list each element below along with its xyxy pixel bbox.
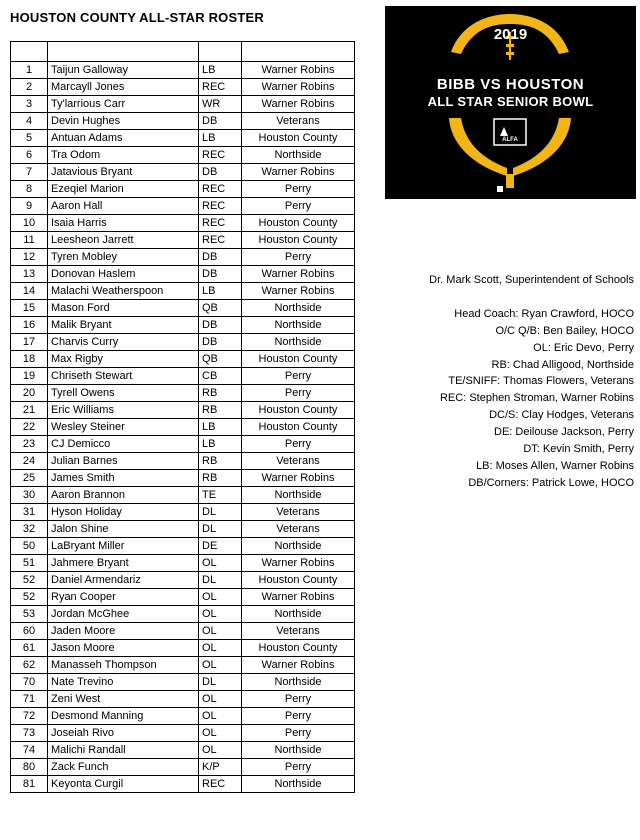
jersey-number: 3 [11, 96, 48, 113]
position: DB [199, 249, 242, 266]
logo-sponsor: ALFA [502, 137, 518, 143]
jersey-number: 73 [11, 725, 48, 742]
table-row [11, 538, 355, 555]
player-name: Jaden Moore [48, 623, 199, 640]
position: REC [199, 215, 242, 232]
jersey-number: 60 [11, 623, 48, 640]
school: Warner Robins [242, 266, 355, 283]
jersey-number: 80 [11, 759, 48, 776]
jersey-number: 32 [11, 521, 48, 538]
table-row [11, 130, 355, 147]
position: LB [199, 283, 242, 300]
table-row [11, 453, 355, 470]
position: OL [199, 691, 242, 708]
table-row [11, 521, 355, 538]
table-row [11, 708, 355, 725]
jersey-number: 11 [11, 232, 48, 249]
jersey-number: 20 [11, 385, 48, 402]
table-row [11, 215, 355, 232]
player-name: Malachi Weatherspoon [48, 283, 199, 300]
jersey-number: 10 [11, 215, 48, 232]
school: Northside [242, 606, 355, 623]
table-row [11, 759, 355, 776]
position: DB [199, 266, 242, 283]
jersey-number: 61 [11, 640, 48, 657]
page-title: HOUSTON COUNTY ALL-STAR ROSTER [10, 10, 264, 25]
staff-list [429, 272, 634, 492]
table-row [11, 691, 355, 708]
header-cell [11, 42, 48, 62]
school: Veterans [242, 113, 355, 130]
player-name: Desmond Manning [48, 708, 199, 725]
superintendent: Dr. Mark Scott, Superintendent of Schools [429, 274, 634, 286]
position: WR [199, 96, 242, 113]
position: DL [199, 504, 242, 521]
school: Perry [242, 181, 355, 198]
table-row [11, 504, 355, 521]
position: DL [199, 572, 242, 589]
school: Perry [242, 368, 355, 385]
table-row [11, 776, 355, 793]
position: QB [199, 351, 242, 368]
table-row [11, 96, 355, 113]
position: REC [199, 181, 242, 198]
jersey-number: 74 [11, 742, 48, 759]
player-name: Leesheon Jarrett [48, 232, 199, 249]
table-row [11, 674, 355, 691]
player-name: Julian Barnes [48, 453, 199, 470]
player-name: Jalon Shine [48, 521, 199, 538]
player-name: Charvis Curry [48, 334, 199, 351]
table-row [11, 385, 355, 402]
table-row [11, 368, 355, 385]
player-name: Max Rigby [48, 351, 199, 368]
player-name: Mason Ford [48, 300, 199, 317]
table-row [11, 419, 355, 436]
table-row [11, 181, 355, 198]
school: Warner Robins [242, 470, 355, 487]
position: OL [199, 606, 242, 623]
position: OL [199, 589, 242, 606]
player-name: Ty'larrious Carr [48, 96, 199, 113]
table-row [11, 351, 355, 368]
coach-entry: O/C Q/B: Ben Bailey, HOCO [495, 324, 634, 337]
player-name: Jatavious Bryant [48, 164, 199, 181]
position: QB [199, 300, 242, 317]
jersey-number: 72 [11, 708, 48, 725]
table-row [11, 487, 355, 504]
position: REC [199, 79, 242, 96]
school: Warner Robins [242, 283, 355, 300]
coach-entry: DT: Kevin Smith, Perry [523, 443, 634, 456]
player-name: Hyson Holiday [48, 504, 199, 521]
coach-entry: DC/S: Clay Hodges, Veterans [489, 409, 634, 422]
header-cell [199, 42, 242, 62]
table-row [11, 572, 355, 589]
position: DB [199, 164, 242, 181]
player-name: Malik Bryant [48, 317, 199, 334]
school: Veterans [242, 623, 355, 640]
school: Houston County [242, 130, 355, 147]
table-row [11, 436, 355, 453]
jersey-number: 4 [11, 113, 48, 130]
position: OL [199, 725, 242, 742]
position: DB [199, 317, 242, 334]
school: Houston County [242, 232, 355, 249]
table-row [11, 300, 355, 317]
player-name: Malichi Randall [48, 742, 199, 759]
jersey-number: 21 [11, 402, 48, 419]
position: LB [199, 419, 242, 436]
jersey-number: 31 [11, 504, 48, 521]
player-name: Tyren Mobley [48, 249, 199, 266]
position: TE [199, 487, 242, 504]
logo-line-1: BIBB VS HOUSTON [436, 76, 585, 93]
logo-line-2: ALL STAR SENIOR BOWL [427, 94, 594, 109]
position: DB [199, 334, 242, 351]
player-name: Wesley Steiner [48, 419, 199, 436]
table-row [11, 402, 355, 419]
player-name: Manasseh Thompson [48, 657, 199, 674]
table-row [11, 79, 355, 96]
coach-entry: DE: Deilouse Jackson, Perry [494, 426, 634, 439]
position: REC [199, 232, 242, 249]
school: Warner Robins [242, 555, 355, 572]
table-row [11, 266, 355, 283]
coach-entry: TE/SNIFF: Thomas Flowers, Veterans [448, 375, 634, 388]
table-row [11, 589, 355, 606]
jersey-number: 8 [11, 181, 48, 198]
position: OL [199, 623, 242, 640]
player-name: Antuan Adams [48, 130, 199, 147]
header-cell [48, 42, 199, 62]
table-row [11, 113, 355, 130]
table-row [11, 164, 355, 181]
player-name: Marcayll Jones [48, 79, 199, 96]
jersey-number: 18 [11, 351, 48, 368]
position: DB [199, 113, 242, 130]
school: Perry [242, 708, 355, 725]
position: CB [199, 368, 242, 385]
school: Veterans [242, 521, 355, 538]
jersey-number: 24 [11, 453, 48, 470]
position: LB [199, 62, 242, 79]
jersey-number: 6 [11, 147, 48, 164]
player-name: Nate Trevino [48, 674, 199, 691]
position: OL [199, 708, 242, 725]
player-name: Tyrell Owens [48, 385, 199, 402]
jersey-number: 9 [11, 198, 48, 215]
jersey-number: 23 [11, 436, 48, 453]
school: Veterans [242, 453, 355, 470]
player-name: Ezeqiel Marion [48, 181, 199, 198]
table-row [11, 725, 355, 742]
table-row [11, 62, 355, 79]
jersey-number: 12 [11, 249, 48, 266]
position: RB [199, 385, 242, 402]
school: Houston County [242, 402, 355, 419]
player-name: Chriseth Stewart [48, 368, 199, 385]
school: Houston County [242, 351, 355, 368]
player-name: LaBryant Miller [48, 538, 199, 555]
position: OL [199, 742, 242, 759]
jersey-number: 51 [11, 555, 48, 572]
table-row [11, 147, 355, 164]
jersey-number: 25 [11, 470, 48, 487]
table-row [11, 470, 355, 487]
school: Northside [242, 674, 355, 691]
school: Houston County [242, 215, 355, 232]
position: K/P [199, 759, 242, 776]
position: DL [199, 674, 242, 691]
school: Northside [242, 147, 355, 164]
player-name: Isaia Harris [48, 215, 199, 232]
position: REC [199, 147, 242, 164]
school: Perry [242, 385, 355, 402]
school: Northside [242, 487, 355, 504]
roster-table [10, 41, 355, 793]
school: Warner Robins [242, 589, 355, 606]
player-name: Ryan Cooper [48, 589, 199, 606]
school: Warner Robins [242, 164, 355, 181]
jersey-number: 52 [11, 572, 48, 589]
position: REC [199, 198, 242, 215]
position: REC [199, 776, 242, 793]
jersey-number: 14 [11, 283, 48, 300]
table-row [11, 317, 355, 334]
school: Warner Robins [242, 62, 355, 79]
jersey-number: 52 [11, 589, 48, 606]
player-name: Devin Hughes [48, 113, 199, 130]
table-row [11, 640, 355, 657]
position: RB [199, 470, 242, 487]
jersey-number: 30 [11, 487, 48, 504]
table-header-row [11, 42, 355, 62]
player-name: Aaron Hall [48, 198, 199, 215]
jersey-number: 2 [11, 79, 48, 96]
player-name: James Smith [48, 470, 199, 487]
player-name: Jordan McGhee [48, 606, 199, 623]
jersey-number: 17 [11, 334, 48, 351]
coach-entry: DB/Corners: Patrick Lowe, HOCO [468, 476, 634, 489]
player-name: Daniel Armendariz [48, 572, 199, 589]
jersey-number: 13 [11, 266, 48, 283]
table-row [11, 555, 355, 572]
school: Perry [242, 725, 355, 742]
coach-entry: Head Coach: Ryan Crawford, HOCO [454, 307, 634, 320]
position: DL [199, 521, 242, 538]
player-name: Zack Funch [48, 759, 199, 776]
jersey-number: 1 [11, 62, 48, 79]
table-row [11, 742, 355, 759]
position: RB [199, 402, 242, 419]
school: Houston County [242, 572, 355, 589]
table-row [11, 606, 355, 623]
school: Warner Robins [242, 657, 355, 674]
player-name: Taijun Galloway [48, 62, 199, 79]
position: LB [199, 436, 242, 453]
table-row [11, 232, 355, 249]
jersey-number: 71 [11, 691, 48, 708]
jersey-number: 22 [11, 419, 48, 436]
school: Perry [242, 249, 355, 266]
player-name: Eric Williams [48, 402, 199, 419]
position: LB [199, 130, 242, 147]
jersey-number: 15 [11, 300, 48, 317]
school: Warner Robins [242, 96, 355, 113]
logo-year: 2019 [493, 26, 528, 43]
player-name: Tra Odom [48, 147, 199, 164]
senior-bowl-logo [385, 6, 636, 199]
table-row [11, 623, 355, 640]
school: Perry [242, 436, 355, 453]
player-name: Jason Moore [48, 640, 199, 657]
player-name: Joseiah Rivo [48, 725, 199, 742]
jersey-number: 16 [11, 317, 48, 334]
player-name: Aaron Brannon [48, 487, 199, 504]
jersey-number: 70 [11, 674, 48, 691]
school: Northside [242, 742, 355, 759]
table-row [11, 657, 355, 674]
jersey-number: 50 [11, 538, 48, 555]
school: Perry [242, 198, 355, 215]
coach-entry: RB: Chad Alligood, Northside [491, 358, 634, 371]
position: DE [199, 538, 242, 555]
jersey-number: 19 [11, 368, 48, 385]
header-cell [242, 42, 355, 62]
position: OL [199, 640, 242, 657]
school: Northside [242, 334, 355, 351]
school: Houston County [242, 419, 355, 436]
jersey-number: 5 [11, 130, 48, 147]
position: OL [199, 555, 242, 572]
player-name: Keyonta Curgil [48, 776, 199, 793]
school: Perry [242, 691, 355, 708]
table-row [11, 249, 355, 266]
table-row [11, 334, 355, 351]
school: Northside [242, 317, 355, 334]
school: Northside [242, 776, 355, 793]
player-name: Zeni West [48, 691, 199, 708]
school: Houston County [242, 640, 355, 657]
school: Veterans [242, 504, 355, 521]
jersey-number: 81 [11, 776, 48, 793]
coach-list [429, 306, 634, 492]
player-name: Jahmere Bryant [48, 555, 199, 572]
jersey-number: 53 [11, 606, 48, 623]
school: Northside [242, 300, 355, 317]
coach-entry: OL: Eric Devo, Perry [533, 341, 634, 354]
player-name: CJ Demicco [48, 436, 199, 453]
school: Northside [242, 538, 355, 555]
position: OL [199, 657, 242, 674]
jersey-number: 62 [11, 657, 48, 674]
table-row [11, 283, 355, 300]
jersey-number: 7 [11, 164, 48, 181]
coach-entry: LB: Moses Allen, Warner Robins [476, 459, 634, 472]
position: RB [199, 453, 242, 470]
table-row [11, 198, 355, 215]
school: Warner Robins [242, 79, 355, 96]
school: Perry [242, 759, 355, 776]
player-name: Donovan Haslem [48, 266, 199, 283]
coach-entry: REC: Stephen Stroman, Warner Robins [439, 392, 634, 405]
